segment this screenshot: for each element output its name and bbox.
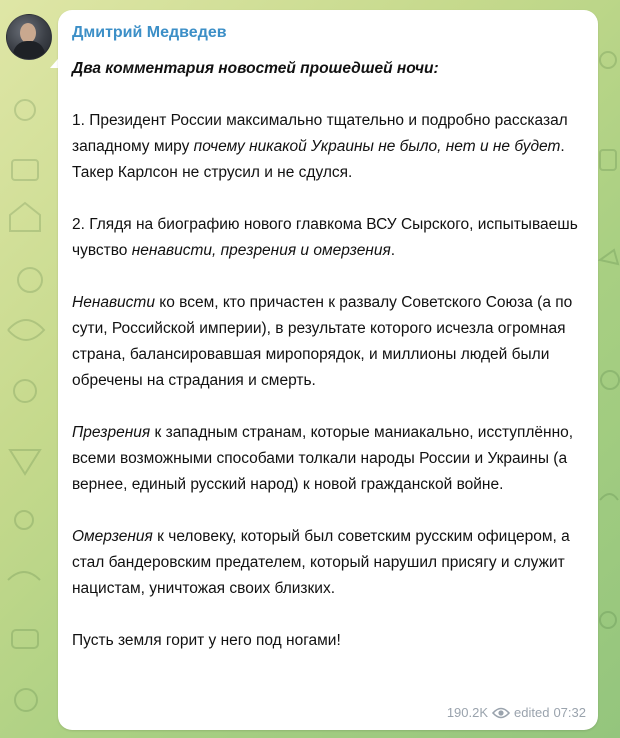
paragraph-5: Омерзения к человеку, который был советским русским офицером, а стал бандеровским предателем, который нарушил присягу и служит нацистам, уничтожая своих близких. xyxy=(72,528,570,597)
closing-line: Пусть земля горит у него под ногами! xyxy=(72,632,341,649)
paragraph-2: 2. Глядя на биографию нового главкома ВСУ Сырского, испытываешь чувство ненависти, презрения и омерзения. xyxy=(72,216,578,259)
avatar-face xyxy=(20,23,36,43)
message-meta xyxy=(447,705,586,720)
edited-label: edited xyxy=(514,705,550,720)
author-avatar[interactable] xyxy=(6,14,52,60)
paragraph-1: 1. Президент России максимально тщательно и подробно рассказал западному миру почему никакой Украины не было, нет и не будет. Такер Карлсон не струсил и не сдулся. xyxy=(72,112,568,181)
views-count: 190.2K xyxy=(446,705,489,720)
avatar-body xyxy=(13,41,45,60)
message-time: 07:32 xyxy=(553,705,586,720)
message-text xyxy=(72,56,584,654)
message-heading: Два комментария новостей прошедшей ночи: xyxy=(72,60,439,77)
author-name[interactable]: Дмитрий Медведев xyxy=(72,24,227,41)
paragraph-4: Презрения к западным странам, которые маниакально, исступлённо, всеми возможными способами толкали народы России и Украины (а вернее, единый русский народ) к новой гражданской войне. xyxy=(72,424,574,493)
message-bubble xyxy=(58,10,598,730)
eye-icon xyxy=(492,707,510,719)
paragraph-3: Ненависти ко всем, кто причастен к развалу Советского Союза (а по сути, Российской империи), в результате которого исчезла огромная страна, балансировавшая миропорядок, и миллионы людей были обречены на страдания и смерть. xyxy=(72,294,573,389)
